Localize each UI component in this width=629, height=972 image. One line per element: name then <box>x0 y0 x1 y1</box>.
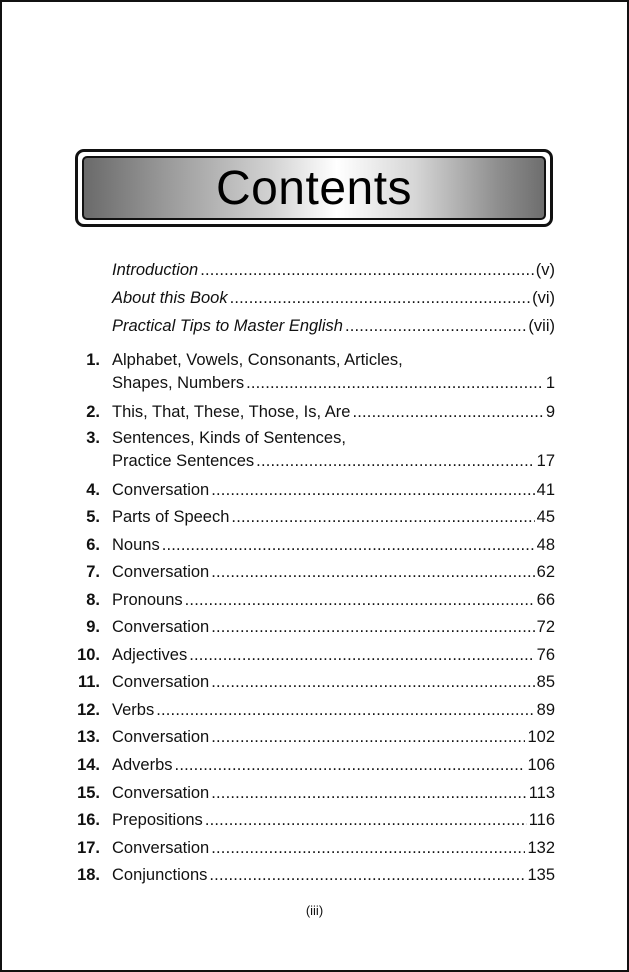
toc-entry-page: 113 <box>528 784 555 802</box>
dot-leader <box>211 838 525 858</box>
toc-entry-title: Pronouns <box>112 591 183 609</box>
toc-chapter-item[interactable] <box>112 451 555 471</box>
dot-leader <box>211 617 534 637</box>
toc-entry-title: Conversation <box>112 728 210 746</box>
toc-chapter-item[interactable] <box>112 373 555 393</box>
chapter-number: 15. <box>77 784 100 802</box>
toc-entry-title: Parts of Speech <box>112 508 230 526</box>
toc-entry-title: Conversation <box>112 839 210 857</box>
dot-leader <box>156 700 534 720</box>
toc-entry-title: Conversation <box>112 784 210 802</box>
toc-entry-page: 102 <box>527 728 555 746</box>
dot-leader <box>352 402 543 422</box>
toc-front-matter-item[interactable] <box>112 316 555 336</box>
toc-entry-title: Practice Sentences <box>112 452 255 470</box>
toc-chapter-item[interactable] <box>112 865 555 885</box>
toc-entry-page: 17 <box>536 452 555 470</box>
dot-leader <box>211 727 525 747</box>
toc-entry-title: This, That, These, Those, Is, Are <box>112 403 351 421</box>
toc-chapter-item[interactable] <box>112 700 555 720</box>
toc-entry-title: Conjunctions <box>112 866 208 884</box>
chapter-number: 3. <box>86 429 100 447</box>
dot-leader <box>205 810 527 830</box>
toc-front-matter-item[interactable] <box>112 288 555 308</box>
toc-entry-title: Verbs <box>112 701 155 719</box>
toc-entry-page: 106 <box>527 756 555 774</box>
toc-entry-page: (vi) <box>532 289 555 307</box>
toc-entry-page: 132 <box>527 839 555 857</box>
contents-banner-inner <box>82 156 546 220</box>
toc-entry-title: Prepositions <box>112 811 203 829</box>
chapter-number: 13. <box>77 728 100 746</box>
toc-chapter-item[interactable] <box>112 810 555 830</box>
dot-leader <box>189 645 534 665</box>
toc-chapter-item[interactable] <box>112 590 555 610</box>
toc-entry-page: 116 <box>528 811 555 829</box>
toc-entry-title: About this Book <box>112 289 228 307</box>
toc-entry-title: Conversation <box>112 563 210 581</box>
toc-entry-page: (vii) <box>528 317 555 335</box>
dot-leader <box>230 288 531 308</box>
toc-chapter-item[interactable] <box>112 727 555 747</box>
chapter-number: 8. <box>86 591 100 609</box>
chapter-number: 11. <box>77 673 100 691</box>
dot-leader <box>162 535 535 555</box>
chapter-title-first-line: Alphabet, Vowels, Consonants, Articles, <box>112 351 403 369</box>
chapter-number: 17. <box>77 839 100 857</box>
chapter-title-first-line: Sentences, Kinds of Sentences, <box>112 429 346 447</box>
toc-entry-title: Conversation <box>112 673 210 691</box>
dot-leader <box>231 507 534 527</box>
chapter-number: 7. <box>86 563 100 581</box>
chapter-number: 12. <box>77 701 100 719</box>
toc-entry-page: 1 <box>545 374 555 392</box>
toc-chapter-item[interactable] <box>112 783 555 803</box>
toc-entry-page: 85 <box>536 673 555 691</box>
dot-leader <box>246 373 544 393</box>
chapter-number: 9. <box>86 618 100 636</box>
toc-front-matter-item[interactable] <box>112 260 555 280</box>
page-title: Contents <box>215 162 413 215</box>
chapter-number: 14. <box>77 756 100 774</box>
toc-chapter-item[interactable] <box>112 507 555 527</box>
toc-chapter-item[interactable] <box>112 535 555 555</box>
toc-entry-title: Practical Tips to Master English <box>112 317 343 335</box>
toc-chapter-item[interactable] <box>112 755 555 775</box>
toc-entry-title: Adverbs <box>112 756 173 774</box>
dot-leader <box>256 451 534 471</box>
toc-entry-page: (v) <box>535 261 555 279</box>
toc-entry-page: 41 <box>536 481 555 499</box>
toc-entry-title: Nouns <box>112 536 160 554</box>
toc-entry-page: 66 <box>536 591 555 609</box>
chapter-number: 6. <box>86 536 100 554</box>
chapter-number: 5. <box>86 508 100 526</box>
toc-entry-page: 45 <box>536 508 555 526</box>
toc-chapter-item[interactable] <box>112 617 555 637</box>
contents-banner <box>75 149 553 227</box>
dot-leader <box>211 562 534 582</box>
chapter-number: 1. <box>86 351 100 369</box>
chapter-number: 2. <box>86 403 100 421</box>
page-number: (iii) <box>305 903 324 918</box>
dot-leader <box>185 590 535 610</box>
dot-leader <box>211 480 534 500</box>
toc-entry-title: Shapes, Numbers <box>112 374 245 392</box>
chapter-number: 4. <box>86 481 100 499</box>
dot-leader <box>175 755 526 775</box>
chapter-number: 10. <box>77 646 100 664</box>
toc-chapter-item[interactable] <box>112 645 555 665</box>
toc-entry-title: Conversation <box>112 481 210 499</box>
toc-entry-title: Conversation <box>112 618 210 636</box>
dot-leader <box>209 865 525 885</box>
toc-entry-page: 135 <box>527 866 555 884</box>
toc-chapter-item[interactable] <box>112 562 555 582</box>
toc-chapter-item[interactable] <box>112 480 555 500</box>
dot-leader <box>345 316 526 336</box>
toc-entry-title: Introduction <box>112 261 199 279</box>
toc-entry-page: 9 <box>545 403 555 421</box>
toc-entry-page: 48 <box>536 536 555 554</box>
toc-entry-page: 89 <box>536 701 555 719</box>
chapter-number: 16. <box>77 811 100 829</box>
toc-entry-page: 72 <box>536 618 555 636</box>
toc-entry-title: Adjectives <box>112 646 188 664</box>
toc-entry-page: 76 <box>536 646 555 664</box>
dot-leader <box>211 672 534 692</box>
dot-leader <box>200 260 534 280</box>
toc-chapter-item[interactable] <box>112 838 555 858</box>
toc-chapter-item[interactable] <box>112 672 555 692</box>
toc-entry-page: 62 <box>536 563 555 581</box>
dot-leader <box>211 783 526 803</box>
toc-chapter-item[interactable] <box>112 402 555 422</box>
chapter-number: 18. <box>77 866 100 884</box>
